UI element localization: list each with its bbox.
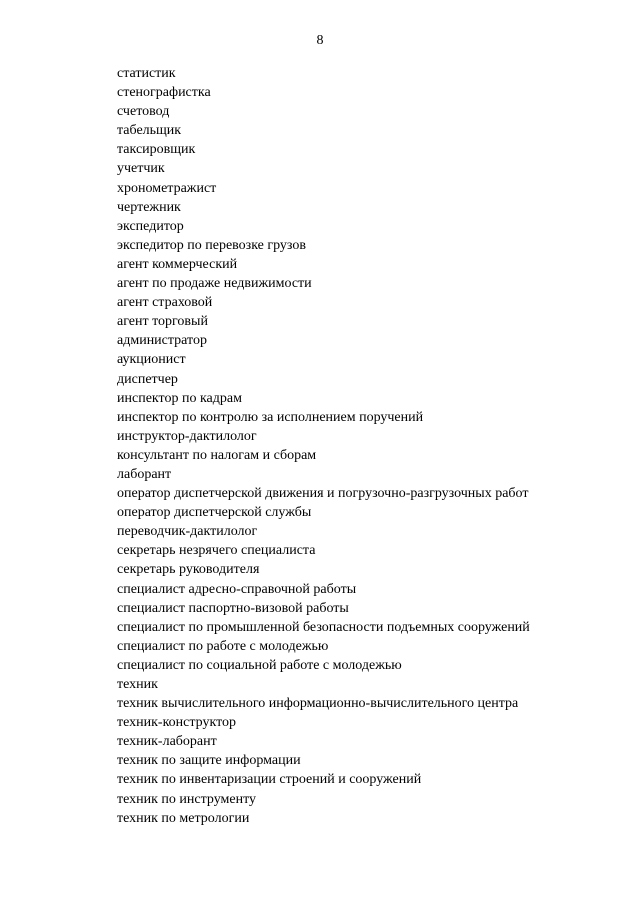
list-item: специалист паспортно-визовой работы (117, 600, 349, 616)
list-item: консультант по налогам и сборам (117, 447, 317, 463)
list-item: стенографистка (117, 85, 211, 101)
list-item: техник-конструктор (117, 715, 237, 731)
list-item: инспектор по контролю за исполнением поручений (117, 409, 424, 425)
occupation-list (117, 64, 530, 828)
list-item: техник (117, 677, 158, 692)
page-number: 8 (316, 33, 324, 48)
list-item: инструктор-дактилолог (117, 428, 257, 444)
list-item: специалист по работе с молодежью (117, 638, 329, 654)
list-item: инспектор по кадрам (117, 390, 242, 406)
list-item: техник по защите информации (117, 753, 301, 769)
list-item: статистик (117, 66, 176, 81)
list-item: учетчик (117, 161, 165, 177)
list-item: оператор диспетчерской службы (117, 505, 312, 521)
list-item: чертежник (117, 199, 181, 215)
list-item: оператор диспетчерской движения и погрузочно-разгрузочных работ (117, 486, 529, 502)
list-item: табельщик (117, 123, 182, 139)
list-item: специалист по социальной работе с молодежью (117, 657, 402, 673)
list-item: техник вычислительного информационно-вычислительного центра (117, 696, 519, 712)
list-item: специалист по промышленной безопасности подъемных сооружений (117, 619, 530, 635)
list-item: переводчик-дактилолог (117, 524, 258, 540)
list-item: секретарь незрячего специалиста (117, 543, 316, 559)
list-item: секретарь руководителя (117, 562, 260, 578)
list-item: таксировщик (117, 142, 196, 158)
list-item: аукционист (117, 352, 186, 368)
list-item: техник-лаборант (117, 734, 217, 750)
list-item: агент коммерческий (117, 256, 238, 272)
list-item: техник по метрологии (117, 810, 250, 826)
list-item: агент страховой (117, 295, 213, 311)
list-item: администратор (117, 333, 207, 349)
list-item: техник по инструменту (117, 791, 257, 807)
list-item: техник по инвентаризации строений и сооружений (117, 772, 422, 788)
list-item: агент торговый (117, 314, 208, 330)
list-item: экспедитор по перевозке грузов (117, 237, 306, 253)
list-item: хронометражист (117, 180, 217, 196)
list-item: специалист адресно-справочной работы (117, 581, 357, 597)
list-item: лаборант (117, 466, 172, 482)
list-item: диспетчер (117, 371, 178, 387)
list-item: экспедитор (117, 218, 184, 234)
list-item: счетовод (117, 104, 170, 120)
list-item: агент по продаже недвижимости (117, 276, 312, 292)
